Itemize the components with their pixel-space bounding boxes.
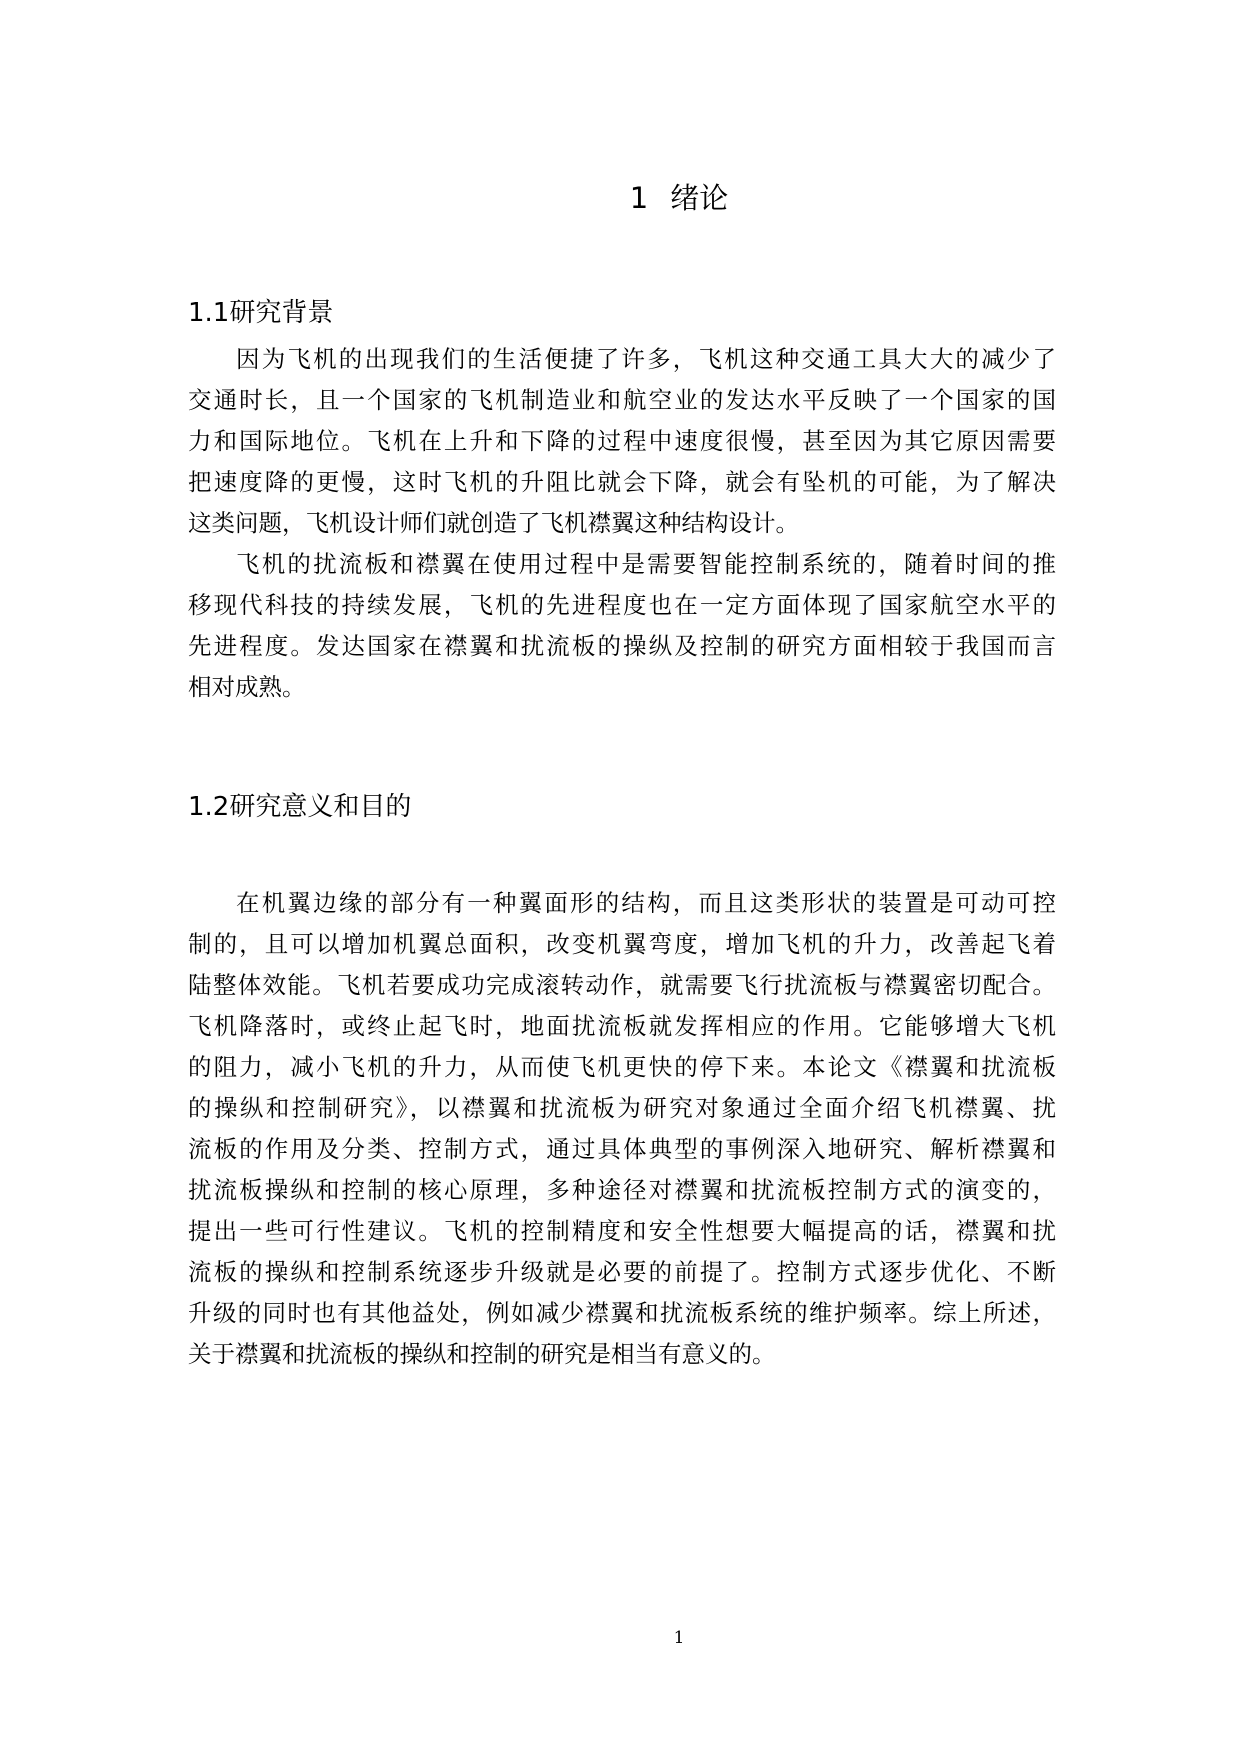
- paragraph-1-1-a: [188, 339, 1056, 544]
- text-line: 在机翼边缘的部分有一种翼面形的结构，而且这类形状的装置是可动可控: [236, 889, 1056, 917]
- text-line: 飞机的扰流板和襟翼在使用过程中是需要智能控制系统的，随着时间的推: [236, 550, 1056, 578]
- text-line: 这类问题，飞机设计师们就创造了飞机襟翼这种结构设计。: [188, 509, 799, 537]
- text-line: 先进程度。发达国家在襟翼和扰流板的操纵及控制的研究方面相较于我国而言: [188, 632, 1056, 660]
- text-line: 交通时长，且一个国家的飞机制造业和航空业的发达水平反映了一个国家的国: [188, 386, 1056, 414]
- text-line: 扰流板操纵和控制的核心原理，多种途径对襟翼和扰流板控制方式的演变的，: [188, 1176, 1056, 1204]
- text-line: 关于襟翼和扰流板的操纵和控制的研究是相当有意义的。: [188, 1340, 776, 1368]
- page-number: 1: [673, 1628, 685, 1648]
- paragraph-1-2: [188, 883, 1056, 1375]
- text-line: 飞机降落时，或终止起飞时，地面扰流板就发挥相应的作用。它能够增大飞机: [188, 1012, 1056, 1040]
- chapter-number: 1: [629, 181, 649, 215]
- text-line: 相对成熟。: [188, 673, 306, 701]
- section-heading-1-2: 1.2研究意义和目的: [188, 792, 412, 822]
- text-line: 的操纵和控制研究》，以襟翼和扰流板为研究对象通过全面介绍飞机襟翼、扰: [188, 1094, 1056, 1122]
- paragraph-1-1-b: [188, 544, 1056, 708]
- text-line: 的阻力，减小飞机的升力，从而使飞机更快的停下来。本论文《襟翼和扰流板: [188, 1053, 1056, 1081]
- text-line: 升级的同时也有其他益处，例如减少襟翼和扰流板系统的维护频率。综上所述，: [188, 1299, 1056, 1327]
- text-line: 因为飞机的出现我们的生活便捷了许多，飞机这种交通工具大大的减少了: [236, 345, 1056, 373]
- text-line: 流板的操纵和控制系统逐步升级就是必要的前提了。控制方式逐步优化、不断: [188, 1258, 1056, 1286]
- text-line: 力和国际地位。飞机在上升和下降的过程中速度很慢，甚至因为其它原因需要: [188, 427, 1056, 455]
- text-line: 流板的作用及分类、控制方式，通过具体典型的事例深入地研究、解析襟翼和: [188, 1135, 1056, 1163]
- text-line: 制的，且可以增加机翼总面积，改变机翼弯度，增加飞机的升力，改善起飞着: [188, 930, 1056, 958]
- chapter-title: [0, 176, 1240, 217]
- section-heading-1-1: 1.1研究背景: [188, 298, 334, 328]
- text-line: 移现代科技的持续发展，飞机的先进程度也在一定方面体现了国家航空水平的: [188, 591, 1056, 619]
- text-line: 提出一些可行性建议。飞机的控制精度和安全性想要大幅提高的话，襟翼和扰: [188, 1217, 1056, 1245]
- chapter-title-text: 绪论: [670, 181, 729, 215]
- text-line: 陆整体效能。飞机若要成功完成滚转动作，就需要飞行扰流板与襟翼密切配合。: [188, 971, 1056, 999]
- text-line: 把速度降的更慢，这时飞机的升阻比就会下降，就会有坠机的可能，为了解决: [188, 468, 1056, 496]
